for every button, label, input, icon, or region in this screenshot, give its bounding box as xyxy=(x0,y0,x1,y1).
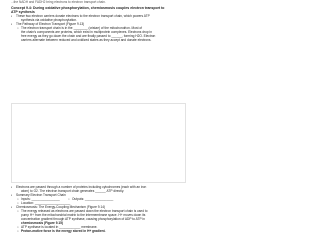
sub-bullet-chain-location-cont-3: carriers alternate between reduced and oxidized states as they accept and donate electrons. xyxy=(21,38,152,42)
concept-heading-line-1: Concept 9.4: During oxidative phosphorylation, chemiosmosis couples electron transport to xyxy=(11,6,165,10)
figure-placeholder xyxy=(11,103,186,183)
bullet-cytochromes: ▪ Electrons are passed through a number of proteins including cytochromes (each with an iron xyxy=(16,186,146,190)
sub-bullet-proton-motive: ○ Proton-motive force is the energy stored in H+ gradient. xyxy=(21,230,106,234)
sub-bullet-chain-location-cont-1: the chain's components are proteins, which exist in multiprotein complexes. Electrons drop in xyxy=(21,30,153,34)
previous-section-cut-line: ...the NADH and FADH2 bring electrons to electron transport chain. xyxy=(11,0,106,4)
sub-bullet-energy-released: ○ The energy released as electrons are passed down the electron transport chain is used to xyxy=(21,210,148,214)
sub-bullet-chain-location: ○ The electron transport chain is in the ________ (cristae) of the mitochondrion. Most of xyxy=(21,27,142,31)
sub-bullet-atp-synthase: ○ ATP synthase is located in ____________ membrane. xyxy=(21,226,97,230)
sub-bullet-energy-released-cont-2: concentration gradient through ATP synthase, causing phosphorylation of ADP to ATP in xyxy=(21,217,145,221)
sub-bullet-location: ○ Location: ____________________ xyxy=(21,202,70,206)
sub-bullet-chain-location-cont-2: free energy as they go down the chain and are finally passed to ______, forming H2O. Electron xyxy=(21,34,156,38)
concept-heading-line-2: ATP synthesis xyxy=(11,10,35,14)
bullet-chemiosmosis-heading: ▪ Chemiosmosis: The Energy-Coupling Mechanism (Figure 9.14) xyxy=(16,206,105,210)
sub-bullet-outputs: ○ Outputs: ________________ xyxy=(72,198,113,202)
sub-bullet-inputs: ○ Inputs: ________________ xyxy=(21,198,60,202)
bullet-pathway-heading: ▪ The Pathway of Electron Transport (Figure 9.13) xyxy=(16,23,84,27)
sub-bullet-energy-released-cont-1: pump H+ from the mitochondrial matrix to the intermembrane space. H+ moves down its xyxy=(21,213,146,217)
bullet-electron-carriers-cont: synthesis via oxidative phosphorylation. xyxy=(21,18,77,22)
sub-bullet-energy-released-cont-3: chemiosmosis (Figure 9.15) xyxy=(21,221,63,225)
bullet-electron-carriers: ▪ These two electron carriers donate electrons to the electron transport chain, which powers ATP xyxy=(16,15,150,19)
bullet-summary-etc: ▪ Summary Electron Transport Chain xyxy=(16,194,66,198)
bullet-cytochromes-cont: atom) to O2. The electron transport chain generates ______ ATP directly. xyxy=(21,189,125,193)
